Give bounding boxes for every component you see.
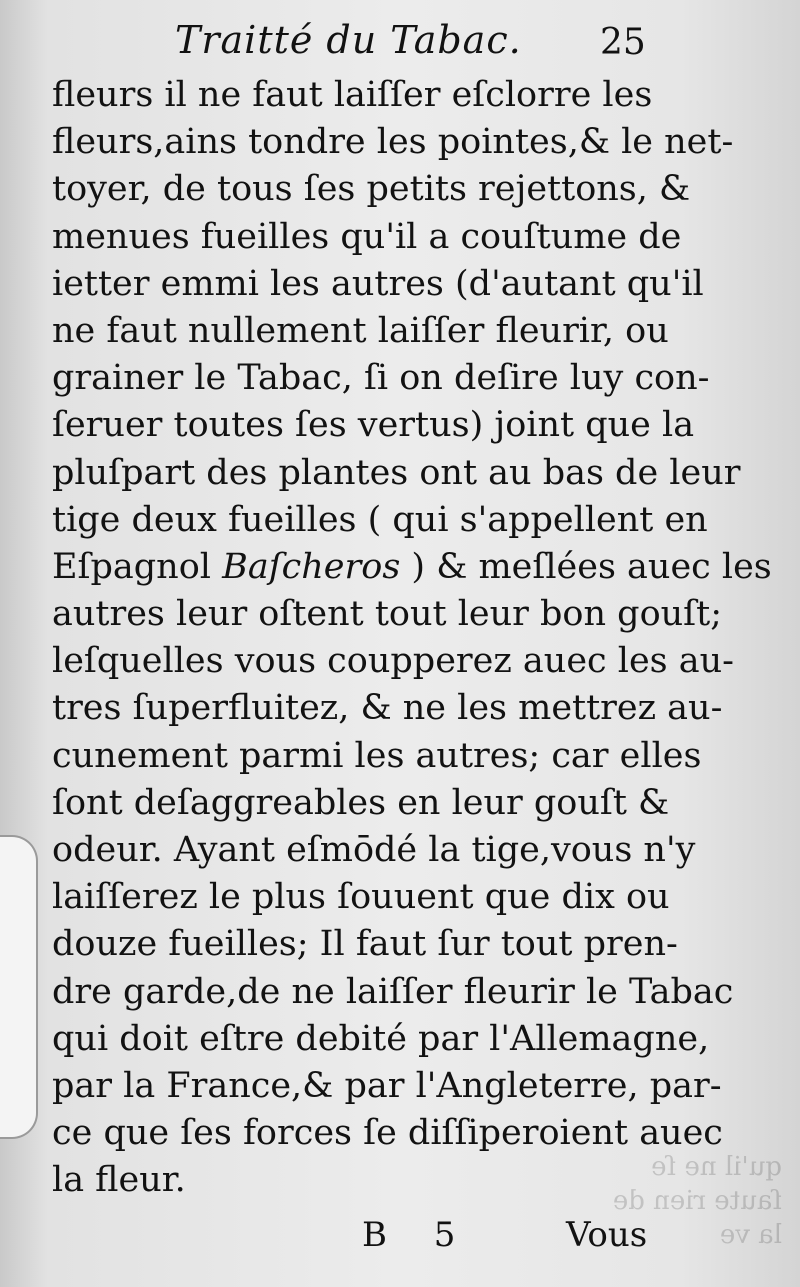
- text-line: odeur. Ayant eſmōdé la tige,vous n'y: [52, 830, 696, 870]
- text-line: cunement parmi les autres; car elles: [52, 735, 702, 776]
- text-line: laiſſerez le plus ſouuent que dix ou: [52, 877, 670, 918]
- text-line: toyer, de tous ſes petits rejettons, &: [52, 169, 691, 210]
- text-line: ſeruer toutes ſes vertus) joint que la: [52, 405, 695, 446]
- text-line: ne faut nullement laiſſer fleurir, ou: [52, 310, 669, 351]
- text-line: ce que ſes forces ſe diſſiperoient auec: [52, 1113, 723, 1154]
- text-line: ietter emmi les autres (d'autant qu'il: [52, 263, 704, 304]
- text-line: fleurs il ne faut laiſſer eſclorre les: [52, 75, 653, 115]
- text-line: ſont deſaggreables en leur gouſt &: [52, 782, 670, 823]
- page-edge-tab: [0, 835, 38, 1139]
- text-line: menues fueilles qu'il a couſtume de: [52, 216, 682, 257]
- show-through-text: qu'il ne ſe ſaute rien de la ve: [612, 1152, 782, 1250]
- text-line: pluſpart des plantes ont au bas de leur: [52, 452, 741, 493]
- text-line: fleurs,ains tondre les pointes,& le net-: [52, 122, 734, 163]
- signature-mark: B 5: [362, 1215, 474, 1255]
- text-line: leſquelles vous coupperez auec les au-: [52, 641, 735, 682]
- text-line: autres leur oſtent tout leur bon gouſt;: [52, 594, 722, 635]
- text-line: tres ſuperfluitez, & ne les mettrez au-: [52, 688, 723, 729]
- text-line: dre garde,de ne laiſſer fleurir le Tabac: [52, 971, 734, 1012]
- text-line: grainer le Tabac, ſi on deſire luy con-: [52, 358, 710, 399]
- text-line: tige deux fueilles ( qui s'appellent en: [52, 499, 708, 540]
- catchword: Vous: [566, 1215, 648, 1255]
- text-line: qui doit eſtre debité par l'Allemagne,: [52, 1018, 710, 1059]
- text-line: la fleur.: [52, 1160, 186, 1201]
- running-head: Traitté du Tabac.: [175, 18, 522, 62]
- text-line: douze fueilles; Il faut ſur tout pren-: [52, 924, 678, 965]
- text-line: Eſpagnol Baſcheros ) & meſlées auec les: [52, 546, 772, 587]
- text-line: par la France,& par l'Angleterre, par-: [52, 1065, 722, 1106]
- page-number: 25: [600, 22, 646, 63]
